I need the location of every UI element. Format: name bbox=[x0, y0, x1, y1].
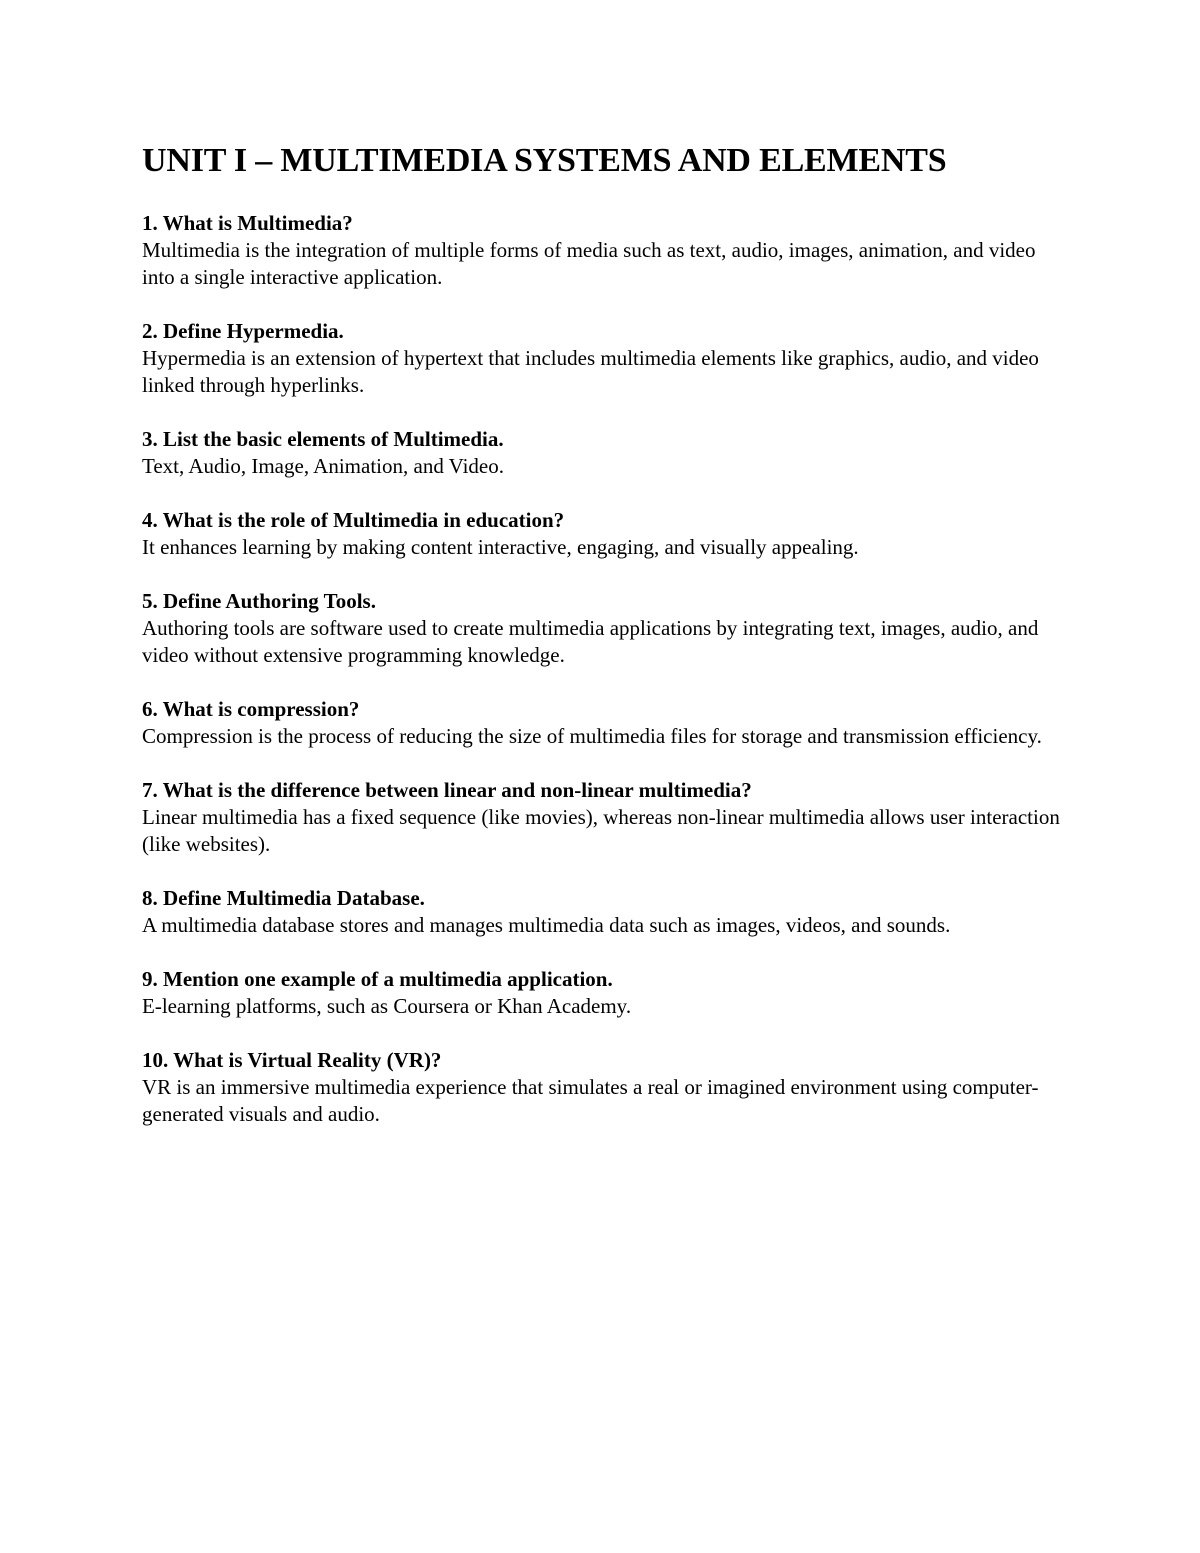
question-10: 10. What is Virtual Reality (VR)? bbox=[142, 1048, 442, 1072]
answer-6: Compression is the process of reducing the size of multimedia files for storage and transmission efficiency. bbox=[142, 724, 1042, 748]
qa-item-5 bbox=[142, 588, 1062, 669]
question-5: 5. Define Authoring Tools. bbox=[142, 589, 376, 613]
question-7: 7. What is the difference between linear and non-linear multimedia? bbox=[142, 778, 752, 802]
qa-item-7 bbox=[142, 777, 1062, 858]
qa-item-9 bbox=[142, 966, 1062, 1020]
qa-item-1 bbox=[142, 210, 1062, 291]
question-9: 9. Mention one example of a multimedia application. bbox=[142, 967, 613, 991]
question-4: 4. What is the role of Multimedia in education? bbox=[142, 508, 565, 532]
qa-item-4 bbox=[142, 507, 1062, 561]
answer-10: VR is an immersive multimedia experience that simulates a real or imagined environment using computer-generated visuals and audio. bbox=[142, 1075, 1039, 1126]
page-title: UNIT I – MULTIMEDIA SYSTEMS AND ELEMENTS bbox=[142, 142, 947, 179]
answer-7: Linear multimedia has a fixed sequence (like movies), whereas non-linear multimedia allows user interaction (like websites). bbox=[142, 805, 1060, 856]
answer-4: It enhances learning by making content interactive, engaging, and visually appealing. bbox=[142, 535, 859, 559]
answer-2: Hypermedia is an extension of hypertext that includes multimedia elements like graphics, audio, and video linked through hyperlinks. bbox=[142, 346, 1039, 397]
qa-item-2 bbox=[142, 318, 1062, 399]
qa-item-8 bbox=[142, 885, 1062, 939]
qa-item-10 bbox=[142, 1047, 1062, 1128]
question-3: 3. List the basic elements of Multimedia. bbox=[142, 427, 504, 451]
qa-item-6 bbox=[142, 696, 1062, 750]
answer-9: E-learning platforms, such as Coursera or Khan Academy. bbox=[142, 994, 632, 1018]
answer-1: Multimedia is the integration of multiple forms of media such as text, audio, images, animation, and video into a single interactive application. bbox=[142, 238, 1036, 289]
answer-8: A multimedia database stores and manages multimedia data such as images, videos, and sounds. bbox=[142, 913, 951, 937]
question-1: 1. What is Multimedia? bbox=[142, 211, 353, 235]
qa-item-3 bbox=[142, 426, 1062, 480]
question-2: 2. Define Hypermedia. bbox=[142, 319, 344, 343]
question-6: 6. What is compression? bbox=[142, 697, 360, 721]
answer-5: Authoring tools are software used to create multimedia applications by integrating text, images, audio, and video without extensive programming knowledge. bbox=[142, 616, 1039, 667]
question-8: 8. Define Multimedia Database. bbox=[142, 886, 425, 910]
document-content bbox=[142, 138, 1062, 1155]
answer-3: Text, Audio, Image, Animation, and Video. bbox=[142, 454, 504, 478]
